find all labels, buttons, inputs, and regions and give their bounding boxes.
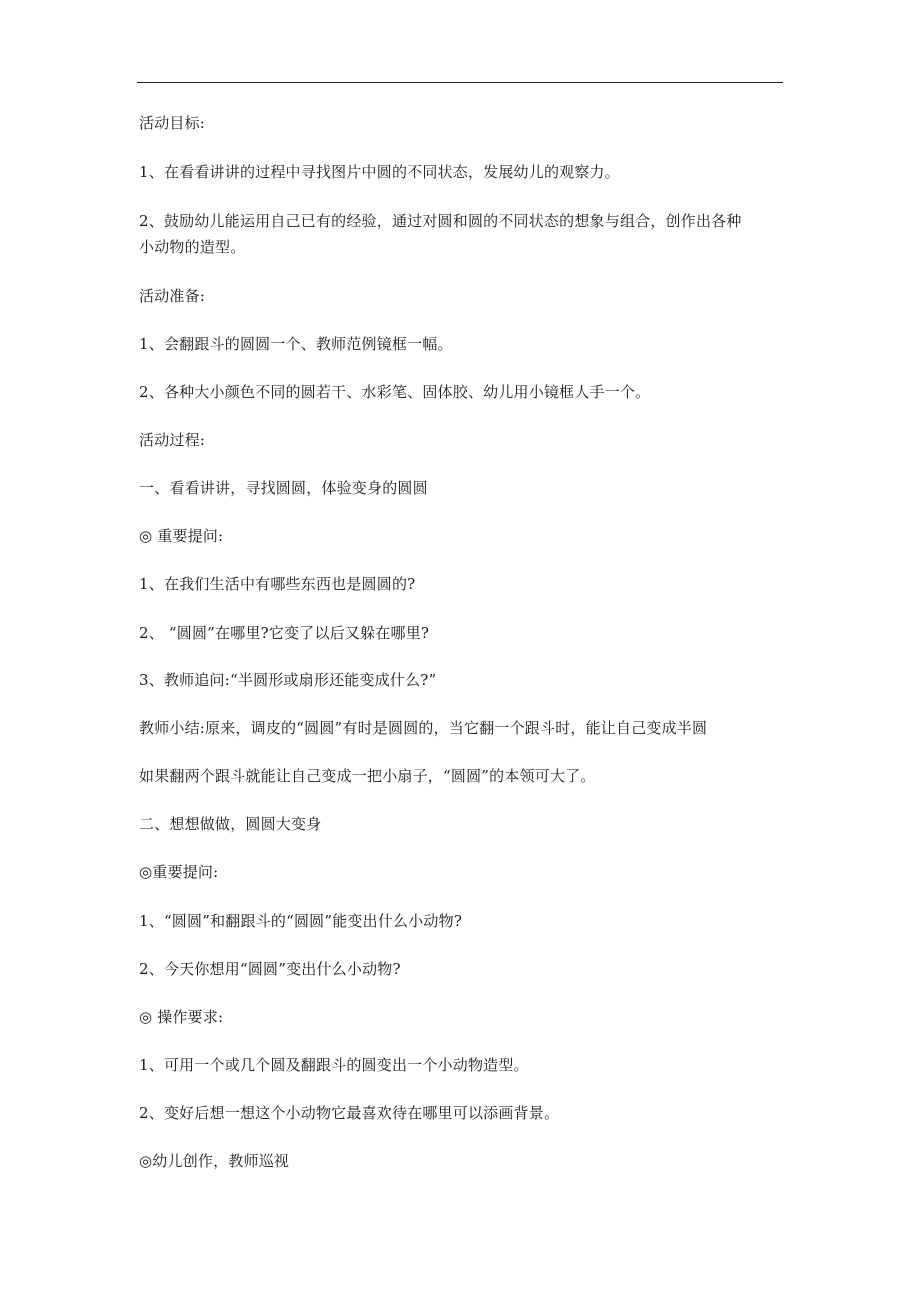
teacher-summary-line-1: 教师小结:原来，调皮的“圆圆”有时是圆圆的，当它翻一个跟斗时，能让自己变成半圆	[139, 719, 708, 737]
section-one-heading: 一、看看讲讲，寻找圆圆，体验变身的圆圆	[139, 479, 428, 497]
header-rule	[137, 82, 783, 83]
heading-activity-preparation: 活动准备:	[139, 287, 206, 305]
goal-2-line-2: 小动物的造型。	[139, 238, 246, 256]
goal-2-line-1: 2、鼓励幼儿能运用自己已有的经验，通过对圆和圆的不同状态的想象与组合，创作出各种	[139, 212, 742, 230]
operation-requirements-heading: ◎ 操作要求:	[139, 1008, 224, 1026]
question-3: 3、教师追问:“半圆形或扇形还能变成什么?”	[139, 671, 437, 689]
preparation-2: 2、各种大小颜色不同的圆若干、水彩笔、固体胶、幼儿用小镜框人手一个。	[139, 383, 651, 401]
requirement-1: 1、可用一个或几个圆及翻跟斗的圆变出一个小动物造型。	[139, 1056, 529, 1074]
key-questions-heading-1: ◎ 重要提问:	[139, 527, 224, 545]
heading-activity-goals: 活动目标:	[139, 114, 206, 132]
teacher-summary-line-2: 如果翻两个跟斗就能让自己变成一把小扇子，“圆圆”的本领可大了。	[139, 767, 596, 785]
question-1: 1、在我们生活中有哪些东西也是圆圆的?	[139, 575, 416, 593]
question-2-2: 2、今天你想用“圆圆”变出什么小动物?	[139, 960, 401, 978]
question-2-1: 1、“圆圆”和翻跟斗的“圆圆”能变出什么小动物?	[139, 912, 463, 930]
key-questions-heading-2: ◎重要提问:	[139, 863, 219, 881]
requirement-2: 2、变好后想一想这个小动物它最喜欢待在哪里可以添画背景。	[139, 1104, 560, 1122]
question-2: 2、 “圆圆”在哪里?它变了以后又躲在哪里?	[139, 624, 430, 642]
heading-activity-process: 活动过程:	[139, 431, 206, 449]
preparation-1: 1、会翻跟斗的圆圆一个、教师范例镜框一幅。	[139, 335, 453, 353]
section-two-heading: 二、想想做做，圆圆大变身	[139, 815, 322, 833]
goal-1: 1、在看看讲讲的过程中寻找图片中圆的不同状态，发展幼儿的观察力。	[139, 163, 620, 181]
children-creation-heading: ◎幼儿创作，教师巡视	[139, 1152, 290, 1170]
